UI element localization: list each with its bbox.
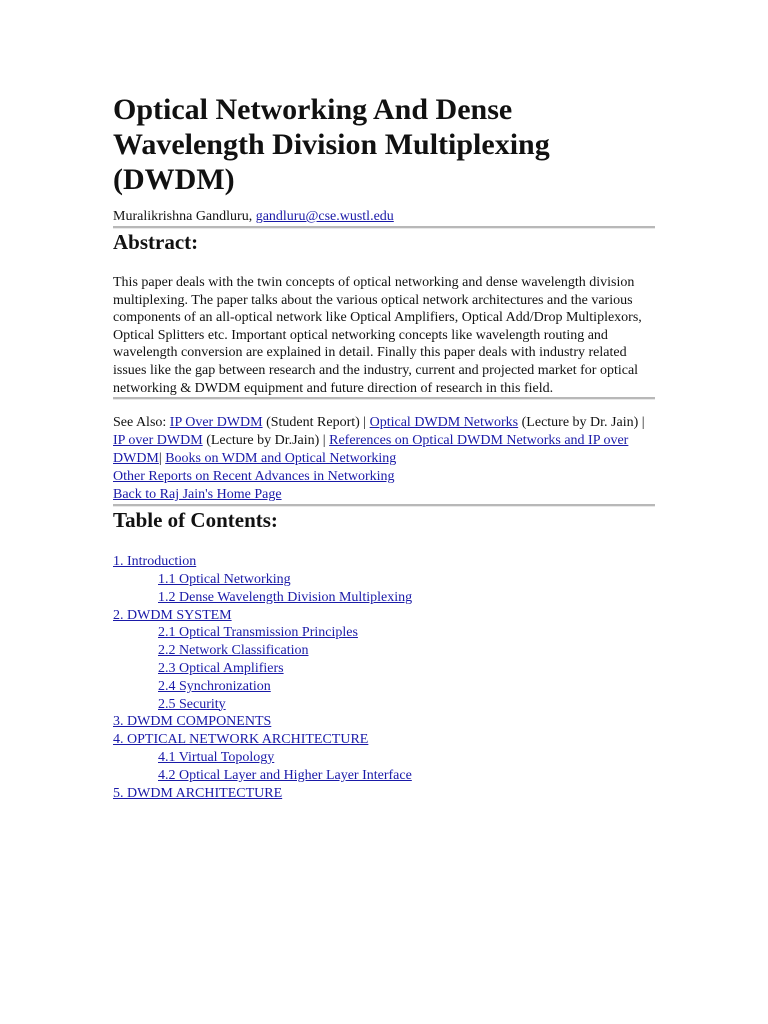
toc-link[interactable]: 4. OPTICAL NETWORK ARCHITECTURE: [113, 732, 369, 748]
toc-link[interactable]: 1.2 Dense Wavelength Division Multiplexing: [158, 589, 413, 605]
page-title: [113, 92, 655, 197]
abstract-body: This paper deals with the twin concepts of optical networking and dense wavelength division multiplexing. The paper talks about the various optical network architectures and the various components of an all-optical network like Optical Amplifiers, Optical Add/Drop Multiplexors, Optical Splitters etc. Important optical networking concepts like wavelength routing and wavelength conversion are explained in detail. Finally this paper deals with industry related issues like the gap between research and the industry, current and projected market for optical networking & DWDM equipment and future direction of research in this field.: [113, 275, 642, 396]
toc-link[interactable]: 4.1 Virtual Topology: [158, 749, 275, 765]
link-books-wdm[interactable]: Books on WDM and Optical Networking: [165, 451, 397, 467]
see-also-prefix: See Also:: [113, 415, 167, 431]
toc-heading: Table of Contents:: [113, 508, 278, 533]
toc-row: [113, 767, 655, 785]
toc-row: [113, 731, 655, 749]
link-other-reports[interactable]: Other Reports on Recent Advances in Networking: [113, 469, 395, 485]
link-references-optical-dwdm[interactable]: References on Optical DWDM Networks and IP over DWDM: [113, 433, 629, 467]
toc-row: [113, 696, 655, 714]
toc-link[interactable]: 2.4 Synchronization: [158, 678, 271, 694]
toc-row: [113, 678, 655, 696]
see-also-text: (Lecture by Dr. Jain) |: [518, 415, 645, 431]
toc-row: [113, 713, 655, 731]
table-of-contents: [113, 553, 655, 802]
see-also-text: (Student Report) |: [262, 415, 370, 431]
toc-row: [113, 660, 655, 678]
toc-row: [113, 571, 655, 589]
title-line-2: Wavelength Division Multiplexing: [113, 128, 550, 161]
toc-row: [113, 785, 655, 803]
title-line-3: (DWDM): [113, 163, 235, 196]
toc-link[interactable]: 2.3 Optical Amplifiers: [158, 660, 284, 676]
toc-link[interactable]: 1. Introduction: [113, 554, 197, 570]
author-email-link[interactable]: gandluru@cse.wustl.edu: [255, 209, 394, 224]
divider: [113, 397, 655, 400]
see-also-text: |: [158, 451, 166, 467]
link-ip-over-dwdm-lecture[interactable]: IP over DWDM: [113, 433, 203, 449]
toc-row: [113, 749, 655, 767]
toc-link[interactable]: 2.5 Security: [158, 696, 226, 712]
toc-row: [113, 642, 655, 660]
toc-row: [113, 589, 655, 607]
toc-link[interactable]: 2. DWDM SYSTEM: [113, 607, 232, 623]
toc-link[interactable]: 1.1 Optical Networking: [158, 571, 291, 587]
toc-link[interactable]: 5. DWDM ARCHITECTURE: [113, 785, 283, 801]
link-optical-dwdm-networks[interactable]: Optical DWDM Networks: [369, 415, 519, 431]
link-ip-over-dwdm-report[interactable]: IP Over DWDM: [169, 415, 263, 431]
link-back-home[interactable]: Back to Raj Jain's Home Page: [113, 487, 282, 503]
toc-row: [113, 607, 655, 625]
document-content: [113, 92, 655, 802]
toc-link[interactable]: 2.1 Optical Transmission Principles: [158, 625, 358, 641]
toc-row: [113, 624, 655, 642]
toc-link[interactable]: 3. DWDM COMPONENTS: [113, 714, 272, 730]
title-line-1: Optical Networking And Dense: [113, 93, 513, 126]
toc-link[interactable]: 2.2 Network Classification: [158, 643, 309, 659]
abstract-heading: Abstract:: [113, 230, 199, 254]
author-name: Muralikrishna Gandluru,: [113, 209, 253, 224]
see-also-text: (Lecture by Dr.Jain) |: [202, 433, 330, 449]
toc-row: [113, 553, 655, 571]
author-line: [113, 208, 655, 226]
toc-link[interactable]: 4.2 Optical Layer and Higher Layer Interface: [158, 767, 412, 783]
see-also-block: [113, 414, 655, 504]
